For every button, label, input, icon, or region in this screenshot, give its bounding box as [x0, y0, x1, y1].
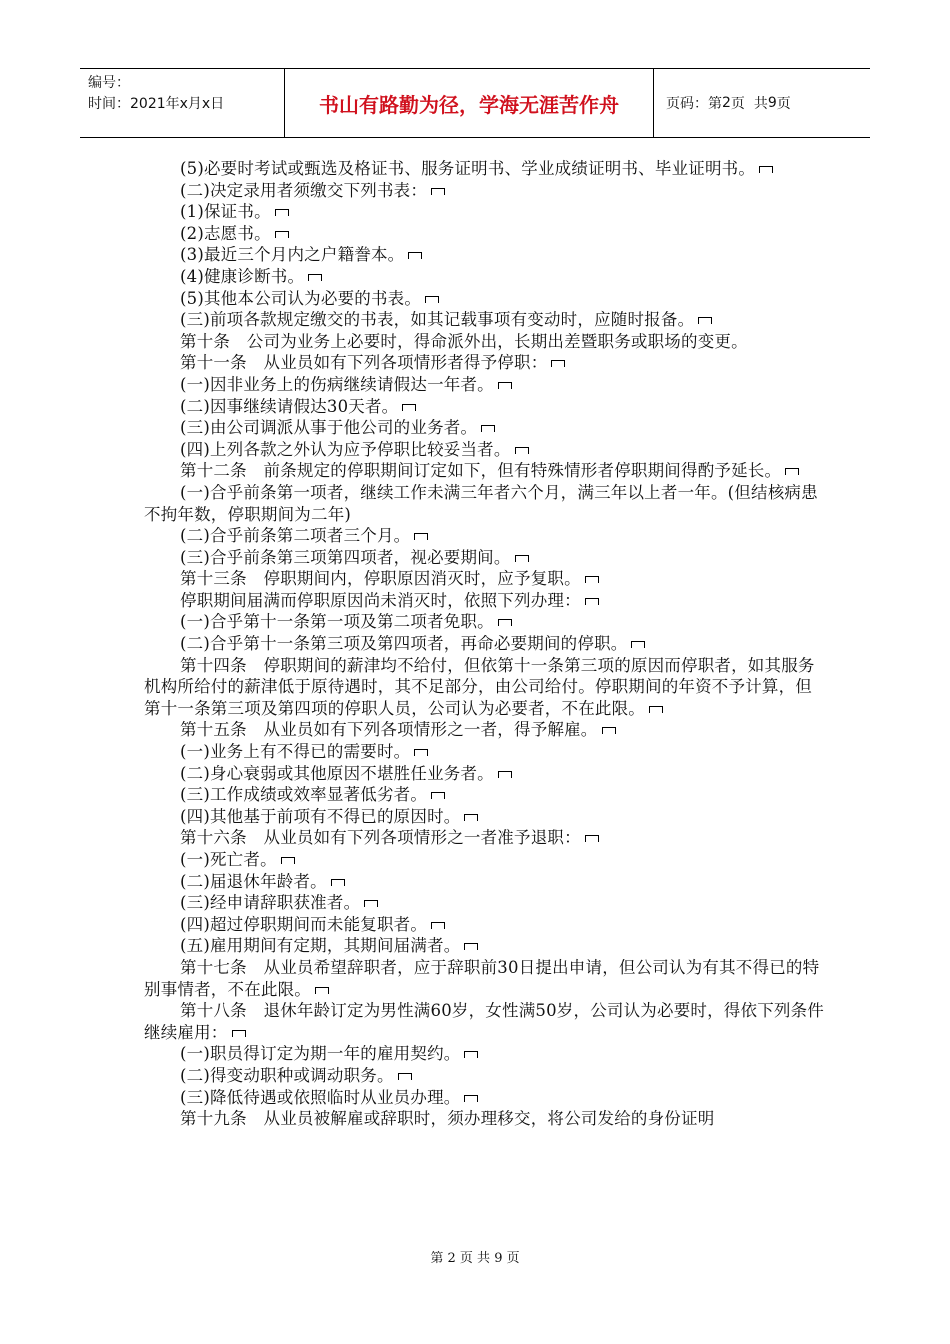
- text-line: (5)其他本公司认为必要的书表。: [144, 288, 824, 310]
- paragraph-mark-icon: [481, 425, 495, 432]
- paragraph-mark-icon: [331, 879, 345, 886]
- text-line: (四)其他基于前项有不得已的原因时。: [144, 806, 824, 828]
- text-line: 第十六条 从业员如有下列各项情形之一者准予退职：: [144, 827, 824, 849]
- paragraph-mark-icon: [498, 771, 512, 778]
- page-end-label: 页: [776, 96, 791, 112]
- text-line: (一)合乎前条第一项者，继续工作未满三年者六个月，满三年以上者一年。(但结核病患不拘年数，停职期间为二年): [144, 482, 818, 524]
- paragraph-mark-icon: [414, 533, 428, 540]
- paragraph-mark-icon: [315, 987, 329, 994]
- page-header: [80, 68, 870, 138]
- paragraph-mark-icon: [785, 468, 799, 475]
- paragraph-mark-icon: [232, 1030, 246, 1037]
- text-line: 第十七条 从业员希望辞职者，应于辞职前30日提出申请，但公司认为有其不得已的特别事情者，不在此限。: [144, 957, 820, 999]
- text-line: (2)志愿书。: [144, 223, 824, 245]
- text-line: 第十条 公司为业务上必要时，得命派外出，长期出差暨职务或职场的变更。: [180, 331, 748, 351]
- text-line: (三)由公司调派从事于他公司的业务者。: [144, 417, 824, 439]
- paragraph-mark-icon: [498, 619, 512, 626]
- paragraph-mark-icon: [402, 404, 416, 411]
- text-line: (5)必要时考试或甄选及格证书、服务证明书、学业成绩证明书、毕业证明书。: [144, 158, 824, 180]
- paragraph-mark-icon: [414, 749, 428, 756]
- paragraph-mark-icon: [759, 166, 773, 173]
- paragraph-mark-icon: [464, 1095, 478, 1102]
- text-line: (4)健康诊断书。: [144, 266, 824, 288]
- text-line: 第十四条 停职期间的薪津均不给付，但依第十一条第三项的原因而停职者，如其服务机构所给付的薪津低于原待遇时，其不足部分，由公司给付。停职期间的年资不予计算，但第十一条第三项及第四项的停职人员，公司认为必要者，不在此限。: [144, 655, 815, 718]
- text-line: (三)前项各款规定缴交的书表，如其记载事项有变动时，应随时报备。: [144, 309, 824, 331]
- text-line: (四)超过停职期间而未能复职者。: [144, 914, 824, 936]
- text-line: (二)决定录用者须缴交下列书表：: [144, 180, 824, 202]
- document-number-label: 编号：: [88, 75, 130, 91]
- text-line: (二)身心衰弱或其他原因不堪胜任业务者。: [144, 763, 824, 785]
- text-line: (三)经申请辞职获准者。: [144, 892, 824, 914]
- text-line: 第十三条 停职期间内，停职原因消灭时，应予复职。: [144, 568, 824, 590]
- paragraph-mark-icon: [698, 317, 712, 324]
- text-line: (二)得变动职种或调动职务。: [144, 1065, 824, 1087]
- text-line: 停职期间届满而停职原因尚未消灭时，依照下列办理：: [144, 590, 824, 612]
- text-line: 第十二条 前条规定的停职期间订定如下，但有特殊情形者停职期间得酌予延长。: [144, 460, 824, 482]
- paragraph-mark-icon: [515, 555, 529, 562]
- text-line: (五)雇用期间有定期，其期间届满者。: [144, 935, 824, 957]
- paragraph-mark-icon: [515, 447, 529, 454]
- text-line: (二)届退休年龄者。: [144, 871, 824, 893]
- paragraph-mark-icon: [464, 943, 478, 950]
- paragraph-mark-icon: [649, 706, 663, 713]
- text-line: 第十九条 从业员被解雇或辞职时，须办理移交，将公司发给的身份证明: [180, 1109, 715, 1129]
- paragraph-mark-icon: [398, 1073, 412, 1080]
- paragraph-mark-icon: [585, 598, 599, 605]
- text-line: (一)死亡者。: [144, 849, 824, 871]
- paragraph-mark-icon: [425, 296, 439, 303]
- text-line: (三)工作成绩或效率显著低劣者。: [144, 784, 824, 806]
- paragraph-mark-icon: [585, 576, 599, 583]
- text-line: (一)合乎第十一条第一项及第二项者免职。: [144, 611, 824, 633]
- paragraph-mark-icon: [364, 900, 378, 907]
- header-page-info: [654, 69, 870, 137]
- text-line: (一)职员得订定为期一年的雇用契约。: [144, 1043, 824, 1065]
- paragraph-mark-icon: [408, 252, 422, 259]
- paragraph-mark-icon: [551, 360, 565, 367]
- text-line: (三)合乎前条第三项第四项者，视必要期间。: [144, 547, 824, 569]
- text-line: (一)业务上有不得已的需要时。: [144, 741, 824, 763]
- text-line: (一)因非业务上的伤病继续请假达一年者。: [144, 374, 824, 396]
- document-time-label: 时间：2021年x月x日: [88, 96, 225, 112]
- paragraph-mark-icon: [464, 1051, 478, 1058]
- text-line: (三)降低待遇或依照临时从业员办理。: [144, 1087, 824, 1109]
- text-line: 第十八条 退休年龄订定为男性满60岁，女性满50岁，公司认为必要时，得依下列条件继续雇用：: [144, 1001, 824, 1042]
- page-total: 9: [767, 95, 777, 111]
- header-meta: [80, 69, 284, 137]
- paragraph-mark-icon: [431, 792, 445, 799]
- paragraph-mark-icon: [464, 814, 478, 821]
- paragraph-mark-icon: [281, 857, 295, 864]
- text-line: (二)合乎第十一条第三项及第四项者，再命必要期间的停职。: [144, 633, 824, 655]
- page-number: 2: [722, 95, 731, 111]
- paragraph-mark-icon: [275, 231, 289, 238]
- paragraph-mark-icon: [631, 641, 645, 648]
- page-label: 页码：第: [666, 96, 722, 112]
- paragraph-mark-icon: [602, 727, 616, 734]
- paragraph-mark-icon: [498, 382, 512, 389]
- text-line: (3)最近三个月内之户籍誊本。: [144, 244, 824, 266]
- paragraph-mark-icon: [275, 209, 289, 216]
- page-mid-label: 页 共: [730, 96, 768, 112]
- header-motto: 书山有路勤为径，学海无涯苦作舟: [284, 69, 654, 137]
- paragraph-mark-icon: [431, 188, 445, 195]
- text-line: (二)因事继续请假达30天者。: [144, 396, 824, 418]
- text-line: (四)上列各款之外认为应予停职比较妥当者。: [144, 439, 824, 461]
- paragraph-mark-icon: [431, 922, 445, 929]
- document-body: [144, 158, 824, 1130]
- paragraph-mark-icon: [308, 274, 322, 281]
- text-line: (二)合乎前条第二项者三个月。: [144, 525, 824, 547]
- text-line: 第十五条 从业员如有下列各项情形之一者，得予解雇。: [144, 719, 824, 741]
- paragraph-mark-icon: [585, 835, 599, 842]
- page-footer: 第 2 页 共 9 页: [430, 1251, 520, 1266]
- text-line: (1)保证书。: [144, 201, 824, 223]
- text-line: 第十一条 从业员如有下列各项情形者得予停职：: [144, 352, 824, 374]
